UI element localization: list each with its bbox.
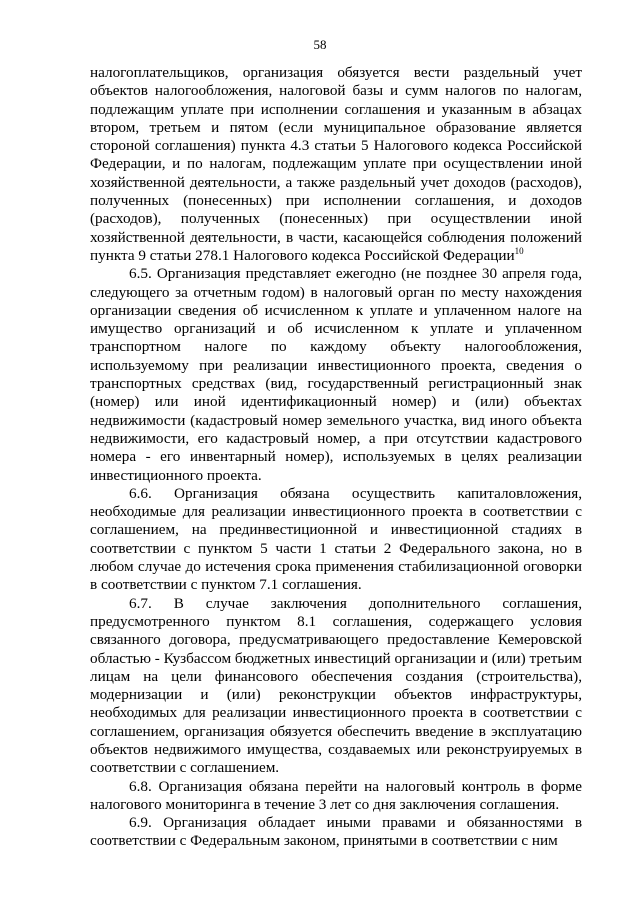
footnote-reference: 10 [514, 245, 524, 256]
document-body [90, 64, 582, 851]
paragraph-6-8: 6.8. Организация обязана перейти на налоговый контроль в форме налогового мониторинга в течение 3 лет со дня заключения соглашения. [90, 777, 582, 813]
paragraph-continuation [90, 64, 582, 265]
paragraph-6-5: 6.5. Организация представляет ежегодно (не позднее 30 апреля года, следующего за отчетным годом) в налоговый орган по месту нахождения организации сведения об исчисленном к уплате и уплаченном налоге на имущество организаций и об исчисленном к уплате и уплаченном транспортном налоге по каждому объекту налогообложения, используемому при реализации инвестиционного проекта, сведения о транспортных средствах (вид, государственный регистрационный знак (номер) или иной идентификационный номер) и (или) объектах недвижимости (кадастровый номер земельного участка, вид иного объекта недвижимости, его кадастровый номер, а при отсутствии кадастрового номера - его инвентарный номер), используемых в целях реализации инвестиционного проекта. [90, 265, 582, 484]
page-number: 58 [313, 37, 327, 52]
paragraph-6-6: 6.6. Организация обязана осуществить капиталовложения, необходимые для реализации инвестиционного проекта в соответствии с соглашением, на прединвестиционной и инвестиционной стадиях в соответствии с пунктом 5 части 1 статьи 2 Федерального закона, но в любом случае до истечения срока применения стабилизационной оговорки в соответствии с пунктом 7.1 соглашения. [90, 484, 582, 594]
paragraph-6-7: 6.7. В случае заключения дополнительного соглашения, предусмотренного пунктом 8.1 соглашения, содержащего условия связанного договора, предусматривающего предоставление Кемеровской областью - Кузбассом бюджетных инвестиций организации и (или) третьим лицам на цели финансового обеспечения создания (строительства), модернизации и (или) реконструкции объектов инфраструктуры, необходимых для реализации инвестиционного проекта в соответствии с соглашением, организация обязуется обеспечить введение в эксплуатацию объектов недвижимого имущества, создаваемых или реконструируемых в соответствии с соглашением. [90, 594, 582, 777]
paragraph-6-9: 6.9. Организация обладает иными правами и обязанностями в соответствии с Федеральным законом, принятыми в соответствии с ним [90, 814, 582, 850]
paragraph-text: налогоплательщиков, организация обязуется вести раздельный учет объектов налогообложения, налоговой базы и сумм налогов по налогам, подлежащим уплате при исполнении соглашения и указанным в абзацах втором, третьем и пятом (если муниципальное образование является стороной соглашения) пункта 4.3 статьи 5 Налогового кодекса Российской Федерации, и по налогам, подлежащим уплате при осуществлении иной хозяйственной деятельности, а также раздельный учет доходов (расходов), полученных (понесенных) при исполнении соглашения, и доходов (расходов), полученных (понесенных) при осуществлении иной хозяйственной деятельности, в части, касающейся соблюдения положений пункта 9 статьи 278.1 Налогового кодекса Российской Федерации [90, 64, 582, 264]
